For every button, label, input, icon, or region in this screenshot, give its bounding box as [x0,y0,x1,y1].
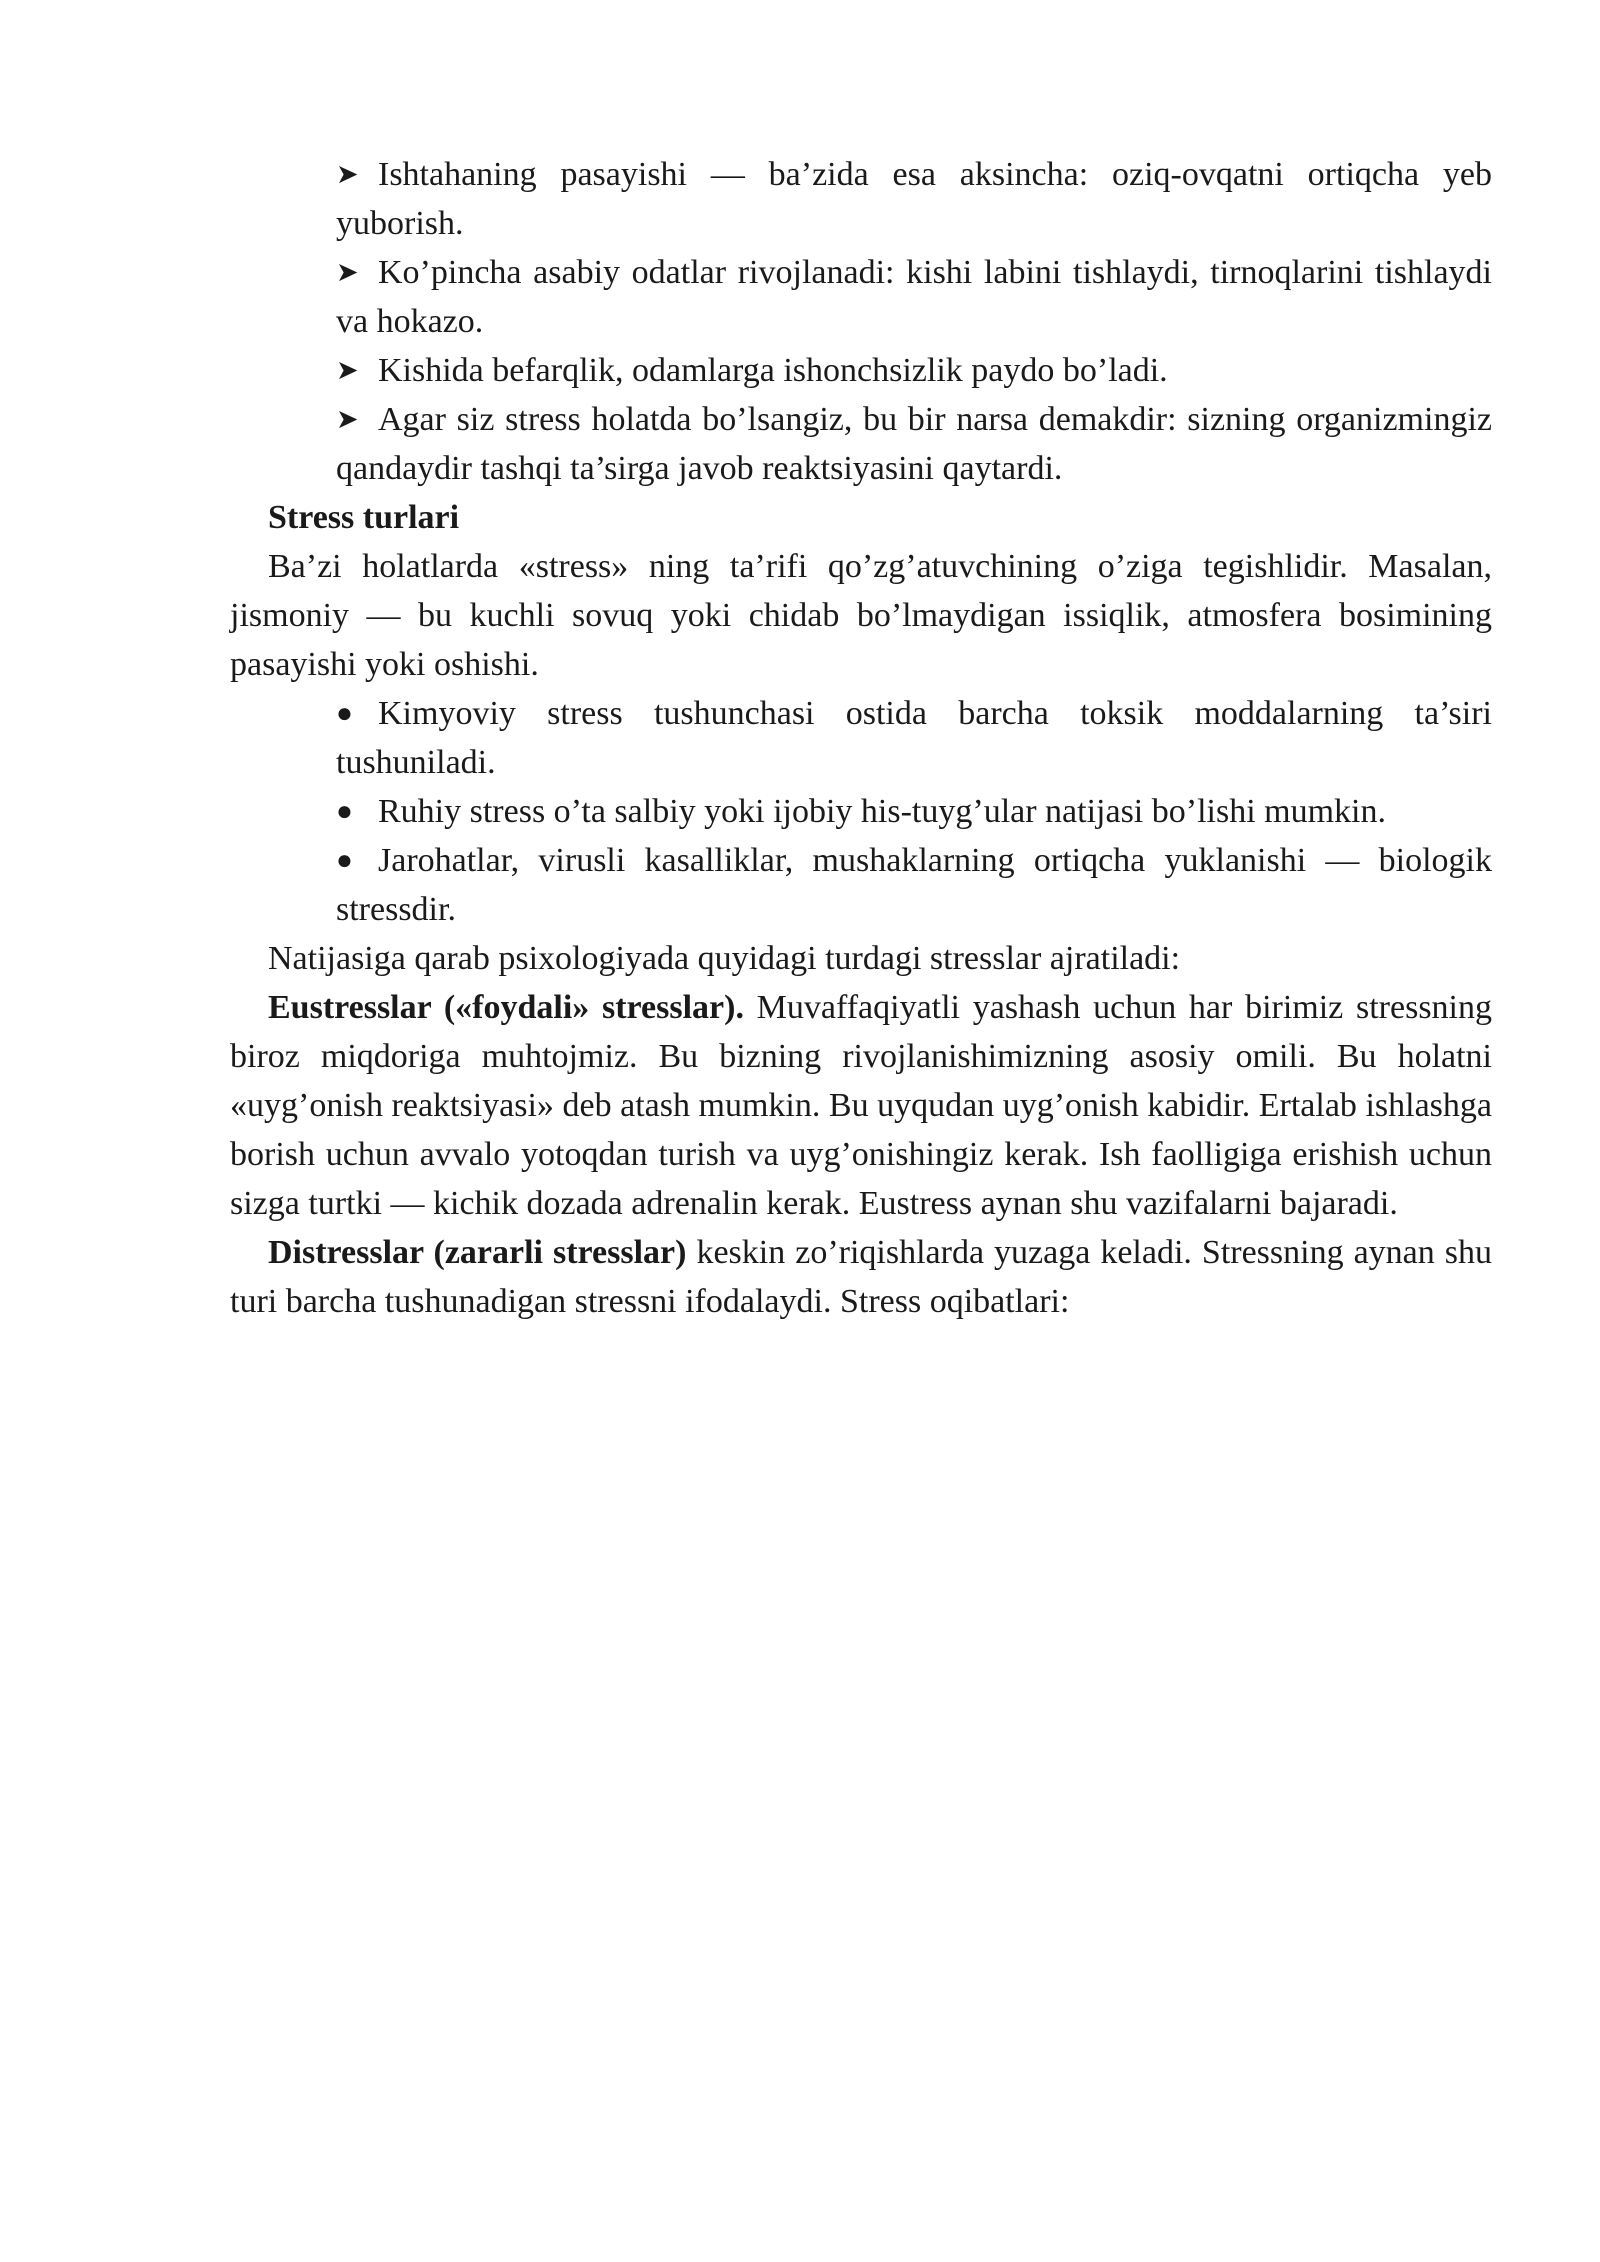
eustress-paragraph [230,983,1492,1228]
dot-list-item [336,689,1492,787]
distress-term: Distresslar (zararli stresslar) [268,1234,687,1271]
list-item-text: Kishida befarqlik, odamlarga ishonchsizlik paydo bo’ladi. [378,352,1168,389]
dot-list-item [336,787,1492,836]
dot-bullet-icon: ● [336,698,353,729]
list-item-text: Jarohatlar, virusli kasalliklar, mushaklarning ortiqcha yuklanishi — biologik stressdir. [336,842,1492,928]
list-item-text: Ishtahaning pasayishi — ba’zida esa aksincha: oziq-ovqatni ortiqcha yeb yuborish. [336,156,1492,242]
section-heading: Stress turlari [268,499,460,536]
list-item-text: Ko’pincha asabiy odatlar rivojlanadi: kishi labini tishlaydi, tirnoqlarini tishlaydi va hokazo. [336,254,1492,340]
dot-list-item [336,836,1492,934]
arrow-list-item [336,150,1492,248]
distress-text: keskin zo’riqishlarda yuzaga keladi. Stressning aynan shu turi barcha tushunadigan stressni ifodalaydi. Stress oqibatlari: [230,1234,1493,1320]
eustress-term: Eustresslar («foydali» stresslar). [268,989,744,1026]
intro-paragraph: Ba’zi holatlarda «stress» ning ta’rifi qo’zg’atuvchining o’ziga tegishlidir. Masalan, jismoniy — bu kuchli sovuq yoki chidab bo’lmaydigan issiqlik, atmosfera bosimining pasayishi yoki oshishi. [230,548,1492,683]
arrow-list-item [336,395,1492,493]
eustress-text: Muvaffaqiyatli yashash uchun har birimiz stressning biroz miqdoriga muhtojmiz. Bu bizning rivojlanishimizning asosiy omili. Bu holatni «uyg’onish reaktsiyasi» deb atash mumkin. Bu uyqudan uyg’onish kabidir. Ertalab ishlashga borish uchun avvalo yotoqdan turish va uyg’onishingiz kerak. Ish faolligiga erishish uchun sizga turtki — kichik dozada adrenalin kerak. Eustress aynan shu vazifalarni bajaradi. [230,989,1493,1222]
dot-bullet-icon: ● [336,796,353,827]
arrow-bullet-icon: ➤ [336,355,359,385]
document-page [230,150,1492,1326]
list-item-text: Kimyoviy stress tushunchasi ostida barcha toksik moddalarning ta’siri tushuniladi. [336,695,1492,781]
arrow-bullet-icon: ➤ [336,404,359,434]
arrow-bullet-icon: ➤ [336,257,359,287]
arrow-list-item [336,346,1492,395]
list-item-text: Ruhiy stress o’ta salbiy yoki ijobiy his-tuyg’ular natijasi bo’lishi mumkin. [378,793,1386,830]
arrow-list-item [336,248,1492,346]
dot-bullet-icon: ● [336,845,353,876]
results-intro-paragraph: Natijasiga qarab psixologiyada quyidagi turdagi stresslar ajratiladi: [268,940,1181,977]
list-item-text: Agar siz stress holatda bo’lsangiz, bu bir narsa demakdir: sizning organizmingiz qandaydir tashqi ta’sirga javob reaktsiyasini qaytardi. [336,401,1492,487]
arrow-bullet-icon: ➤ [336,159,359,189]
distress-paragraph [230,1228,1492,1326]
